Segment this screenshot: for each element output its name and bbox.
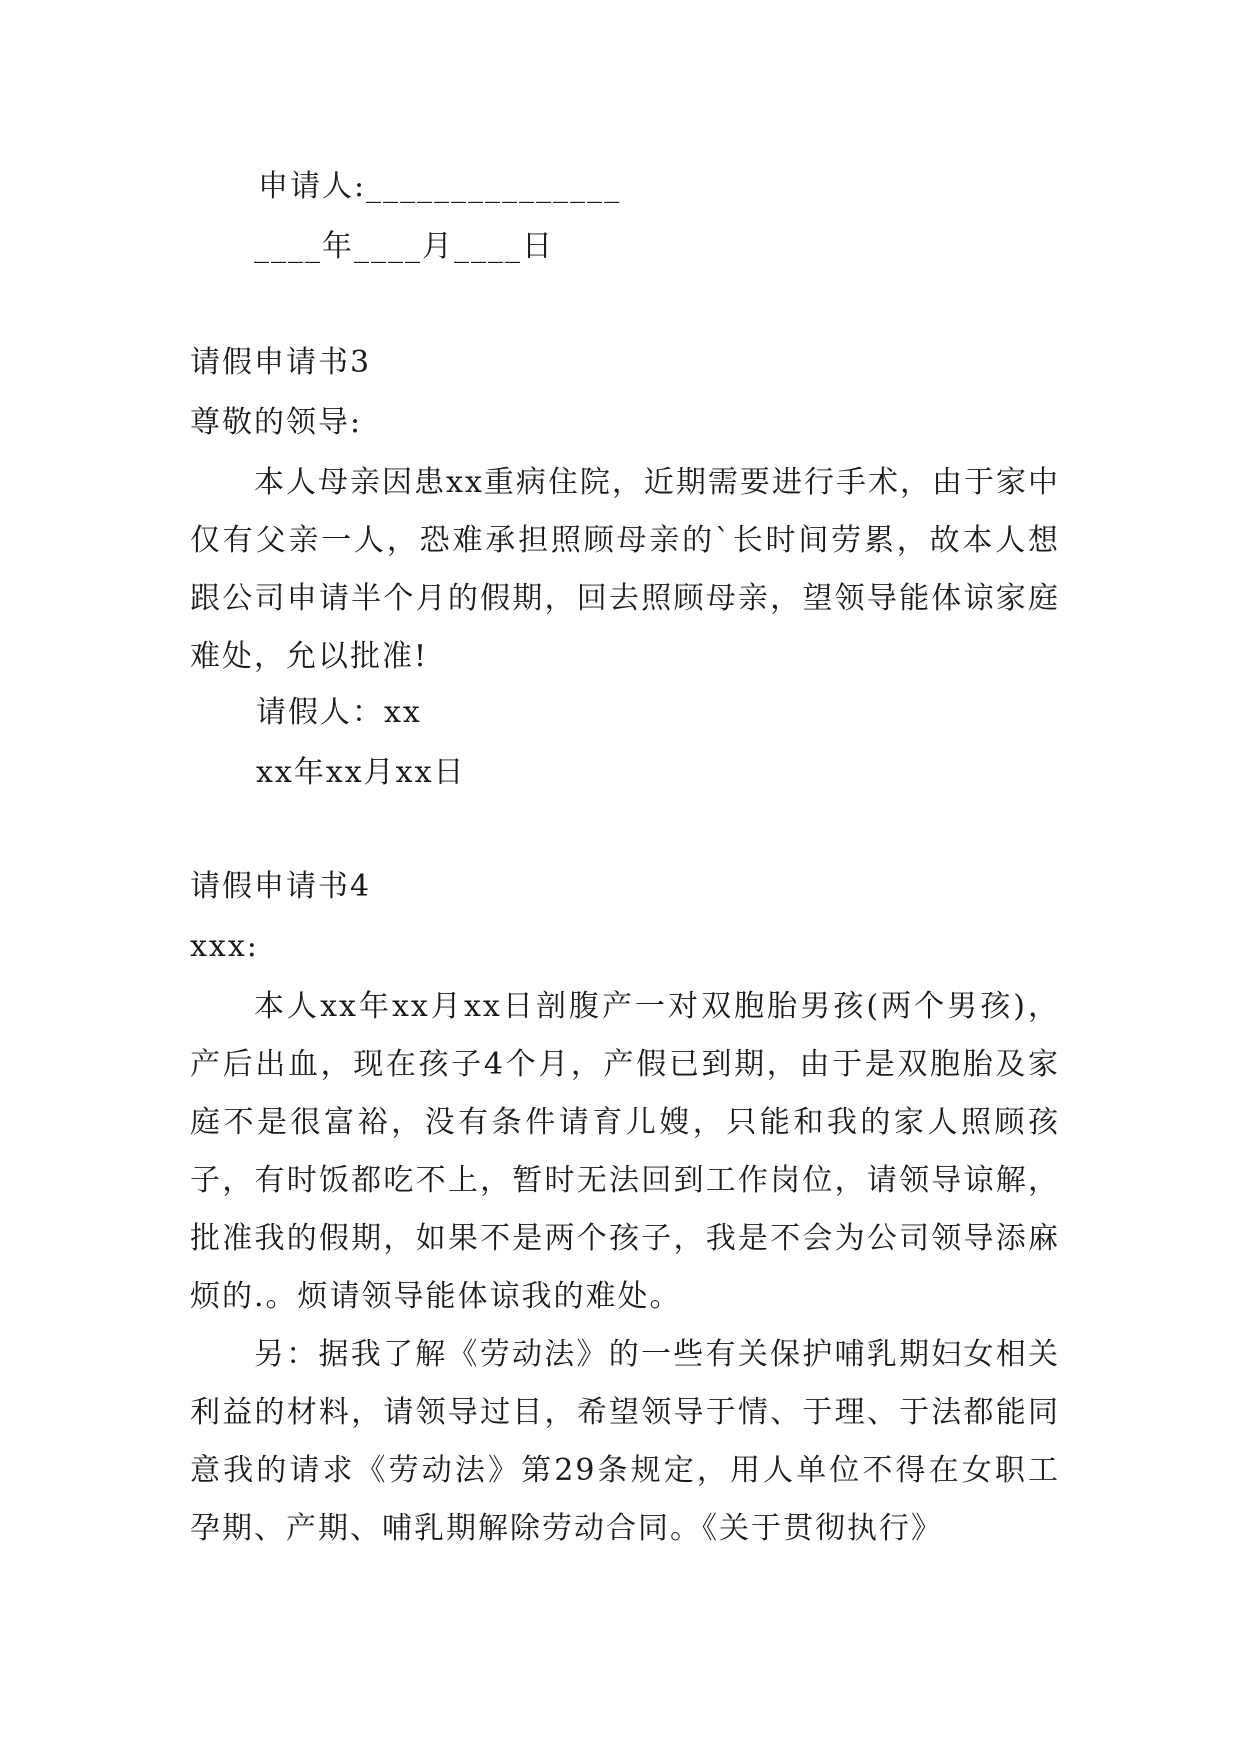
- section-title-3: 请假申请书3: [190, 345, 372, 380]
- body-paragraph-3: 本人母亲因患xx重病住院，近期需要进行手术，由于家中仅有父亲一人，恐难承担照顾母亲的`长时间劳累，故本人想跟公司申请半个月的假期，回去照顾母亲，望领导能体谅家庭难处，允以批准!: [190, 465, 1060, 674]
- body-paragraph-4b: 另：据我了解《劳动法》的一些有关保护哺乳期妇女相关利益的材料，请领导过目，希望领导于情、于理、于法都能同意我的请求《劳动法》第29条规定，用人单位不得在女职工孕期、产期、哺乳期解除劳动合同。《关于贯彻执行》: [190, 1337, 1060, 1546]
- salutation-3: 尊敬的领导:: [190, 405, 363, 440]
- signer-3: 请假人：xx: [256, 695, 422, 730]
- body-4: [190, 978, 1060, 1558]
- section-title-4: 请假申请书4: [190, 869, 372, 904]
- applicant-line: 申请人:_______________: [258, 169, 622, 204]
- body-paragraph-4a: 本人xx年xx月xx日剖腹产一对双胞胎男孩(两个男孩)，产后出血，现在孩子4个月，产假已到期，由于是双胞胎及家庭不是很富裕，没有条件请育儿嫂，只能和我的家人照顾孩子，有时饭都吃不上，暂时无法回到工作岗位，请领导谅解，批准我的假期，如果不是两个孩子，我是不会为公司领导添麻烦的.。烦请领导能体谅我的难处。: [190, 989, 1060, 1314]
- date-line: ____年____月____日: [254, 229, 554, 264]
- salutation-4: xxx:: [190, 929, 259, 964]
- body-3: [190, 454, 1060, 686]
- date-3: xx年xx月xx日: [256, 755, 466, 790]
